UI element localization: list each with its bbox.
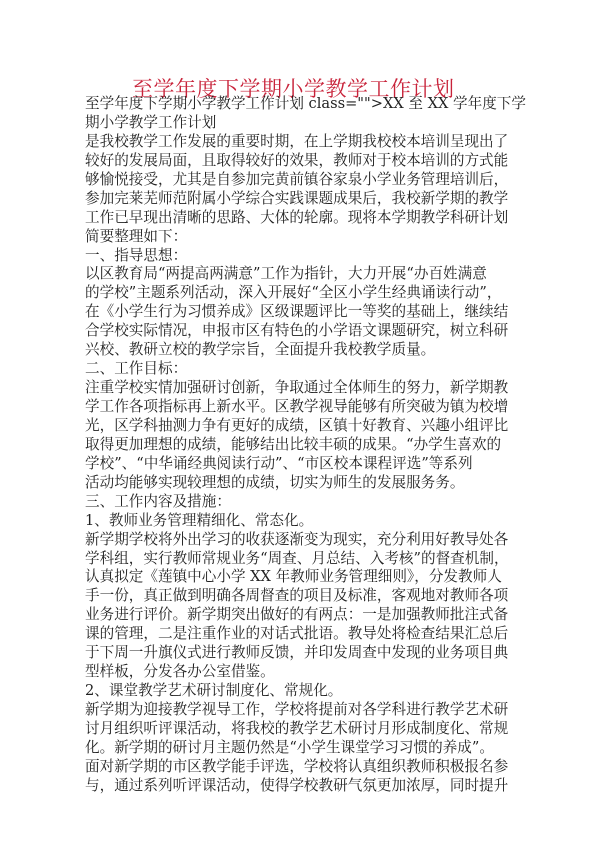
body-line: 新学期为迎接教学视导工作，学校将提前对各学科进行教学艺术研 xyxy=(85,701,509,718)
body-line: 够愉悦接受，尤其是自参加完黄前镇谷家泉小学业务管理培训后， xyxy=(85,170,509,188)
body-line: 型样板，分发各办公室借鉴。 xyxy=(85,663,275,681)
body-line: 新学期学校将外出学习的收获逐渐变为现实，充分利用好教导处各 xyxy=(85,530,509,548)
body-line: 于下周一升旗仪式进行教师反馈，并印发周查中发现的业务项目典 xyxy=(85,644,509,662)
body-line: 简要整理如下： xyxy=(85,227,188,245)
subsection-heading: 2、课堂教学艺术研讨制度化、常规化。 xyxy=(85,682,343,700)
section-heading: 一、指导思想： xyxy=(85,246,188,264)
body-line: 课的管理，二是注重作业的对话式批语。教导处将检查结果汇总后 xyxy=(85,625,509,643)
body-line: 学工作各项指标再上新水平。区教学视导能够有所突破为镇为校增 xyxy=(85,398,509,415)
body-line: 较好的发展局面，且取得较好的效果，教师对于校本培训的方式能 xyxy=(85,151,509,169)
body-line: 业务进行评价。新学期突出做好的有两点：一是加强教师批注式备 xyxy=(85,606,509,624)
subsection-heading: 1、教师业务管理精细化、常态化。 xyxy=(85,511,314,529)
body-line: 取得更加理想的成绩，能够结出比较丰硕的成果。“办学生喜欢的 xyxy=(85,435,502,453)
body-line: 讨月组织听评课活动，将我校的教学艺术研讨月形成制度化、常规 xyxy=(85,719,509,737)
body-line: 合学校实际情况，申报市区有特色的小学语文课题研究，树立科研 xyxy=(85,322,509,340)
body-line: 以区教育局“两提高两满意”工作为指针，大力开展“办百姓满意 xyxy=(85,265,487,283)
body-line: 与，通过系列听评课活动，使得学校教研气氛更加浓厚，同时提升 xyxy=(85,776,509,794)
body-line: 手一份，真正做到明确各周督查的项目及标准，客观地对教师各项 xyxy=(85,587,509,605)
section-heading: 三、工作内容及措施： xyxy=(85,492,231,510)
section-heading: 二、工作目标： xyxy=(85,360,188,378)
body-line: 注重学校实情加强研讨创新，争取通过全体师生的努力，新学期教 xyxy=(85,379,509,397)
body-line: 至学年度下学期小学教学工作计划 class="">XX 至 XX 学年度下学 xyxy=(85,95,526,112)
body-line: 面对新学期的市区教学能手评选，学校将认真组织教师积极报名参 xyxy=(85,757,509,775)
body-line: 兴校、教研立校的教学宗旨，全面提升我校教学质量。 xyxy=(85,341,436,359)
body-line: 期小学教学工作计划 xyxy=(85,113,217,131)
body-line: 在《小学生行为习惯养成》区级课题评比一等奖的基础上，继续结 xyxy=(85,303,509,321)
body-line: 的学校”主题系列活动，深入开展好“全区小学生经典诵读行动”， xyxy=(85,284,502,302)
document-body xyxy=(85,95,525,796)
body-line: 参加完莱芜师范附属小学综合实践课题成果后，我校新学期的教学 xyxy=(85,189,509,207)
body-line: 是我校教学工作发展的重要时期，在上学期我校校本培训呈现出了 xyxy=(85,132,509,150)
body-line: 活动均能够实现较理想的成绩，切实为师生的发展服务务。 xyxy=(85,473,465,491)
body-line: 学科组，实行教师常规业务“周查、月总结、入考核”的督查机制， xyxy=(85,549,509,567)
body-line: 学校”、“中华诵经典阅读行动”、“市区校本课程评选”等系列 xyxy=(85,454,473,472)
body-line: 认真拟定《莲镇中心小学 XX 年教师业务管理细则》，分发教师人 xyxy=(85,568,502,586)
body-line: 光，区学科抽测力争有更好的成绩，区镇十好教育、兴趣小组评比 xyxy=(85,416,509,434)
document-title: 至学年度下学期小学教学工作计划 xyxy=(132,77,455,101)
body-line: 工作已早现出清晰的思路、大体的轮廓。现将本学期教学科研计划 xyxy=(85,208,509,226)
body-line: 化。新学期的研讨月主题仍然是“小学生课堂学习习惯的养成”。 xyxy=(85,738,494,756)
